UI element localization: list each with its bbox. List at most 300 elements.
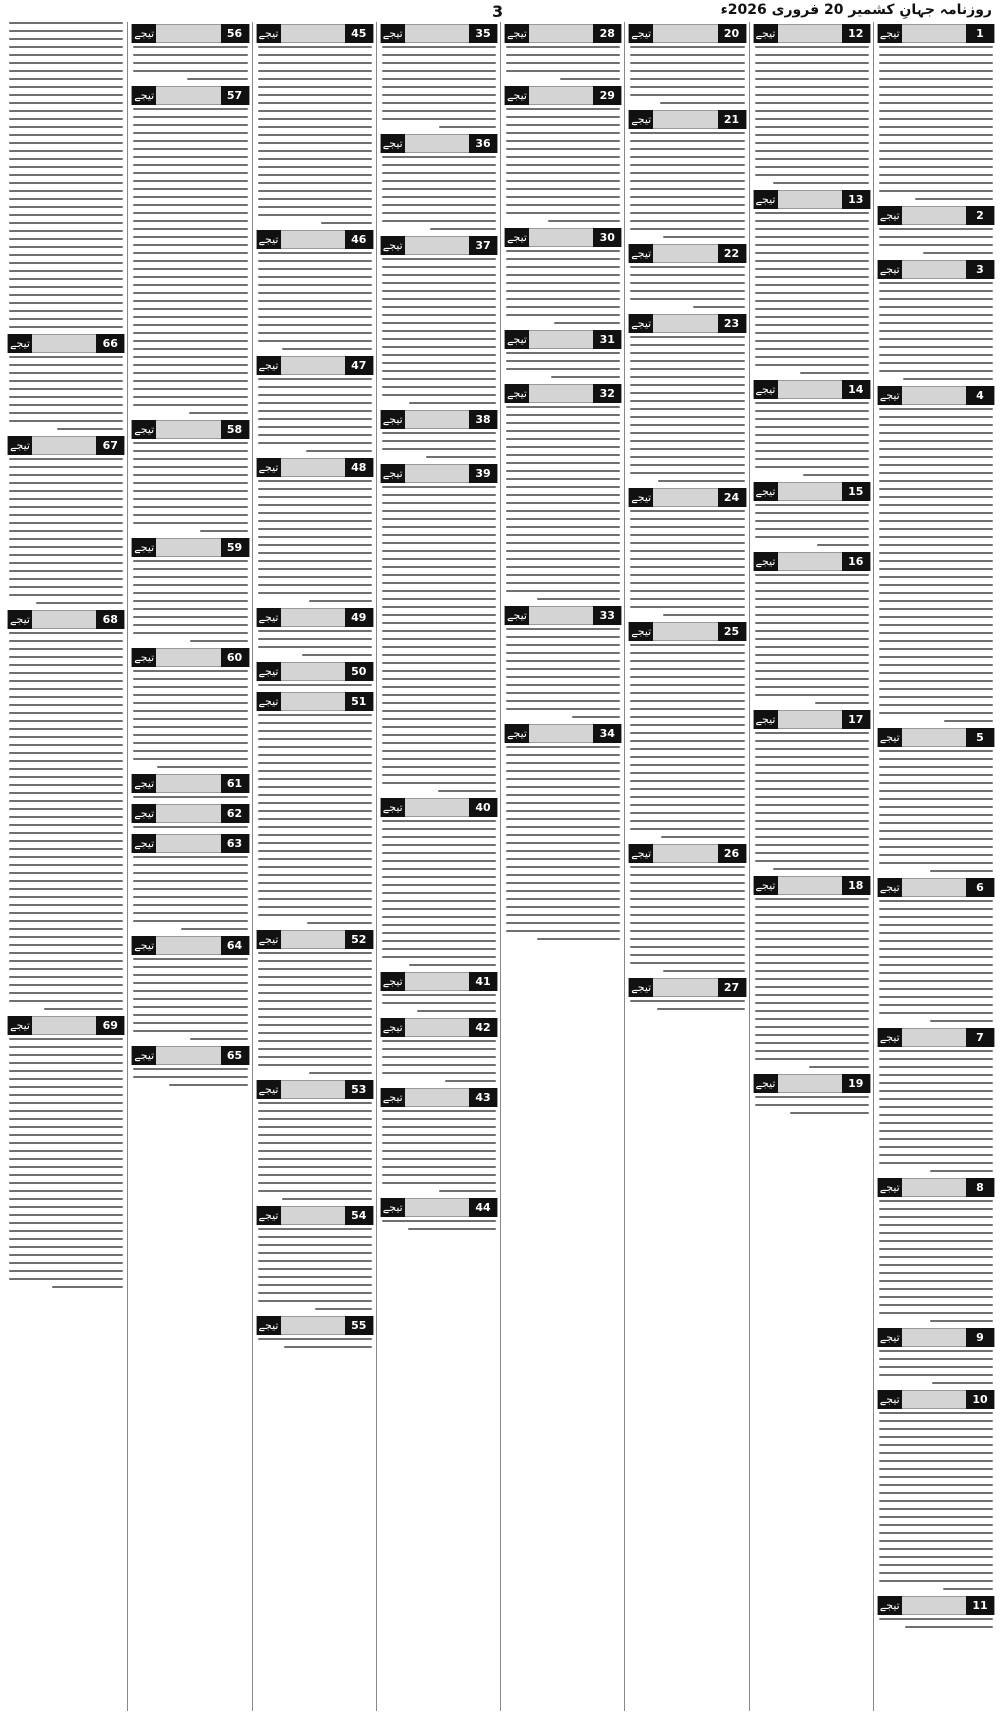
text-line: [9, 578, 123, 580]
text-line: [382, 534, 496, 536]
text-line: [630, 906, 744, 908]
article-text: [753, 504, 871, 546]
text-line: [506, 534, 620, 536]
item-header-bar: [877, 1390, 995, 1409]
text-line: [506, 212, 620, 214]
item-number: 56: [221, 24, 249, 43]
item-number: 51: [345, 692, 373, 711]
article-text: [753, 574, 871, 704]
text-line: [630, 946, 744, 948]
news-item: [877, 206, 995, 254]
item-number: 14: [842, 380, 870, 399]
item-number: 17: [842, 710, 870, 729]
text-line: [506, 826, 620, 828]
text-line: [9, 318, 123, 320]
text-line: [133, 490, 247, 492]
text-line: [506, 890, 620, 892]
text-line: [630, 344, 744, 346]
text-line: [133, 522, 247, 524]
text-line: [755, 174, 869, 176]
text-line: [755, 740, 869, 742]
text-line: [133, 678, 247, 680]
item-number: 13: [842, 190, 870, 209]
text-line: [506, 124, 620, 126]
text-line: [9, 1246, 123, 1248]
text-line: [258, 142, 372, 144]
text-line: [258, 802, 372, 804]
text-line: [879, 1580, 993, 1582]
item-keyword: تیجے: [878, 1178, 902, 1197]
article-text: [7, 1038, 125, 1288]
text-line: [755, 946, 869, 948]
text-line: [630, 804, 744, 806]
text-line: [506, 502, 620, 504]
text-line: [258, 1158, 372, 1160]
text-line: [382, 54, 496, 56]
news-item: [504, 384, 622, 600]
item-keyword: تیجے: [381, 464, 405, 483]
text-line: [9, 712, 123, 714]
item-header-bar: [877, 878, 995, 897]
item-header-bar: [628, 978, 746, 997]
text-line: [258, 1268, 372, 1270]
text-line: [382, 836, 496, 838]
text-line: [506, 660, 620, 662]
text-line: [382, 486, 496, 488]
text-line: [506, 274, 620, 276]
item-number: 62: [221, 804, 249, 823]
item-keyword: تیجے: [878, 260, 902, 279]
text-line: [9, 968, 123, 970]
text-line: [630, 954, 744, 956]
article-text: [753, 732, 871, 870]
article-text: [380, 820, 498, 966]
text-line: [506, 566, 620, 568]
text-line: [630, 156, 744, 158]
text-line: [382, 606, 496, 608]
text-line: [506, 708, 620, 710]
text-line: [879, 1452, 993, 1454]
text-line: [258, 754, 372, 756]
text-line: [133, 686, 247, 688]
text-line: [9, 514, 123, 516]
text-line: [258, 316, 372, 318]
text-line: [258, 1182, 372, 1184]
item-number: 2: [966, 206, 994, 225]
text-line: [382, 1142, 496, 1144]
text-line: [755, 102, 869, 104]
text-line: [755, 978, 869, 980]
text-line: [630, 550, 744, 552]
text-line: [755, 244, 869, 246]
text-line: [9, 808, 123, 810]
text-line: [258, 794, 372, 796]
text-line: [258, 646, 372, 648]
text-line: [9, 1262, 123, 1264]
item-number: 49: [345, 608, 373, 627]
text-line: [630, 882, 744, 884]
text-line: [258, 78, 372, 80]
text-line: [879, 314, 993, 316]
text-line: [879, 1618, 993, 1620]
text-line: [9, 912, 123, 914]
text-line: [133, 990, 247, 992]
text-line: [282, 1198, 372, 1200]
text-line: [630, 812, 744, 814]
text-line: [9, 1094, 123, 1096]
text-line: [506, 770, 620, 772]
news-item: [753, 876, 871, 1068]
text-line: [9, 190, 123, 192]
text-line: [506, 914, 620, 916]
text-line: [382, 734, 496, 736]
item-number: 41: [469, 972, 497, 991]
text-line: [879, 78, 993, 80]
item-keyword: تیجے: [257, 356, 281, 375]
text-line: [755, 458, 869, 460]
text-line: [133, 1022, 247, 1024]
text-line: [879, 1350, 993, 1352]
text-line: [9, 126, 123, 128]
text-line: [755, 780, 869, 782]
article-text: [628, 644, 746, 838]
news-item: [256, 930, 374, 1074]
text-line: [9, 30, 123, 32]
news-item: [131, 86, 249, 414]
text-line: [879, 1500, 993, 1502]
text-line: [409, 402, 496, 404]
text-line: [879, 1288, 993, 1290]
text-line: [755, 970, 869, 972]
text-line: [630, 740, 744, 742]
text-line: [755, 426, 869, 428]
text-line: [879, 190, 993, 192]
text-line: [755, 598, 869, 600]
text-line: [755, 118, 869, 120]
item-header-bar: [256, 930, 374, 949]
text-line: [9, 864, 123, 866]
text-line: [258, 214, 372, 216]
text-line: [879, 158, 993, 160]
text-line: [755, 1002, 869, 1004]
text-line: [9, 118, 123, 120]
text-line: [133, 300, 247, 302]
text-line: [506, 414, 620, 416]
text-line: [506, 700, 620, 702]
text-line: [133, 912, 247, 914]
text-line: [382, 110, 496, 112]
item-number: 25: [718, 622, 746, 641]
text-line: [879, 1114, 993, 1116]
text-line: [382, 726, 496, 728]
text-line: [755, 276, 869, 278]
text-line: [506, 518, 620, 520]
news-column: [131, 22, 249, 1711]
item-keyword: تیجے: [381, 972, 405, 991]
text-line: [258, 442, 372, 444]
text-line: [9, 78, 123, 80]
text-line: [879, 496, 993, 498]
text-line: [755, 434, 869, 436]
text-line: [879, 1090, 993, 1092]
text-line: [133, 164, 247, 166]
text-line: [755, 332, 869, 334]
text-line: [879, 696, 993, 698]
text-line: [258, 1118, 372, 1120]
text-line: [630, 54, 744, 56]
item-header-bar: [256, 1316, 374, 1335]
text-line: [755, 930, 869, 932]
text-line: [755, 1026, 869, 1028]
text-line: [930, 1170, 993, 1172]
text-line: [382, 386, 496, 388]
text-line: [879, 1366, 993, 1368]
item-keyword: تیجے: [257, 930, 281, 949]
text-line: [755, 292, 869, 294]
text-line: [382, 694, 496, 696]
article-text: [131, 826, 249, 828]
text-line: [382, 852, 496, 854]
text-line: [9, 928, 123, 930]
text-line: [755, 284, 869, 286]
text-line: [321, 222, 371, 224]
item-keyword: تیجے: [132, 648, 156, 667]
text-line: [9, 632, 123, 634]
text-line: [426, 456, 496, 458]
text-line: [879, 584, 993, 586]
text-line: [506, 478, 620, 480]
text-line: [537, 598, 620, 600]
text-line: [506, 810, 620, 812]
text-line: [382, 994, 496, 996]
text-line: [382, 518, 496, 520]
text-line: [879, 822, 993, 824]
text-line: [9, 302, 123, 304]
item-keyword: تیجے: [629, 314, 653, 333]
text-line: [506, 898, 620, 900]
text-line: [879, 1280, 993, 1282]
text-line: [133, 220, 247, 222]
text-line: [693, 306, 744, 308]
text-line: [630, 188, 744, 190]
text-line: [409, 964, 496, 966]
text-line: [258, 418, 372, 420]
news-item: [504, 86, 622, 222]
text-line: [9, 380, 123, 382]
text-line: [382, 274, 496, 276]
news-item: [131, 648, 249, 768]
news-item: [877, 1596, 995, 1628]
text-line: [258, 898, 372, 900]
text-line: [9, 246, 123, 248]
text-line: [554, 322, 620, 324]
text-line: [133, 324, 247, 326]
text-line: [879, 1460, 993, 1462]
text-line: [258, 252, 372, 254]
text-line: [382, 638, 496, 640]
text-line: [879, 62, 993, 64]
text-line: [506, 882, 620, 884]
text-line: [506, 164, 620, 166]
text-line: [630, 820, 744, 822]
item-number: 50: [345, 662, 373, 681]
text-line: [9, 420, 123, 422]
text-line: [630, 708, 744, 710]
item-number: 6: [966, 878, 994, 897]
item-number: 15: [842, 482, 870, 501]
text-line: [630, 212, 744, 214]
text-line: [9, 920, 123, 922]
text-line: [133, 982, 247, 984]
text-line: [755, 844, 869, 846]
text-line: [630, 930, 744, 932]
text-line: [9, 1102, 123, 1104]
item-number: 35: [469, 24, 497, 43]
text-line: [133, 148, 247, 150]
text-line: [506, 438, 620, 440]
text-line: [9, 1086, 123, 1088]
news-item: [753, 1074, 871, 1114]
text-line: [879, 480, 993, 482]
text-line: [755, 694, 869, 696]
text-line: [630, 384, 744, 386]
article-text: [256, 1338, 374, 1348]
item-header-bar: [877, 1178, 995, 1197]
text-line: [790, 1112, 869, 1114]
text-line: [755, 364, 869, 366]
item-number: 24: [718, 488, 746, 507]
text-line: [258, 684, 372, 686]
text-line: [9, 530, 123, 532]
text-line: [879, 94, 993, 96]
text-line: [258, 158, 372, 160]
text-line: [879, 568, 993, 570]
news-item: [131, 774, 249, 798]
text-line: [630, 748, 744, 750]
column-divider: [252, 22, 253, 1711]
item-number: 48: [345, 458, 373, 477]
article-text: [504, 108, 622, 222]
text-line: [133, 904, 247, 906]
text-line: [382, 940, 496, 942]
news-item: [877, 386, 995, 722]
news-item: [256, 24, 374, 224]
item-keyword: تیجے: [381, 134, 405, 153]
text-line: [630, 464, 744, 466]
text-line: [258, 630, 372, 632]
text-line: [879, 464, 993, 466]
column-divider: [500, 22, 501, 1711]
news-item: [877, 1178, 995, 1322]
text-line: [755, 324, 869, 326]
text-line: [755, 670, 869, 672]
text-line: [133, 632, 247, 634]
text-line: [879, 830, 993, 832]
text-line: [879, 940, 993, 942]
text-line: [506, 754, 620, 756]
text-line: [879, 354, 993, 356]
text-line: [879, 1548, 993, 1550]
text-line: [9, 404, 123, 406]
news-item: [7, 610, 125, 1010]
text-line: [943, 1588, 993, 1590]
text-line: [755, 308, 869, 310]
item-number: 30: [593, 228, 621, 247]
text-line: [258, 1110, 372, 1112]
text-line: [382, 172, 496, 174]
text-line: [133, 442, 247, 444]
text-line: [879, 1484, 993, 1486]
item-keyword: تیجے: [505, 24, 529, 43]
news-item: [877, 1028, 995, 1172]
article-text: [131, 670, 249, 768]
text-line: [755, 748, 869, 750]
text-line: [506, 778, 620, 780]
text-line: [879, 632, 993, 634]
news-item: [380, 1088, 498, 1192]
text-line: [133, 204, 247, 206]
text-line: [258, 174, 372, 176]
text-line: [133, 308, 247, 310]
text-line: [382, 196, 496, 198]
text-line: [382, 314, 496, 316]
text-line: [755, 954, 869, 956]
text-line: [879, 504, 993, 506]
text-line: [133, 1014, 247, 1016]
text-line: [630, 938, 744, 940]
item-header-bar: [504, 228, 622, 247]
item-keyword: تیجے: [381, 1198, 405, 1217]
text-line: [439, 126, 496, 128]
text-line: [755, 1010, 869, 1012]
text-line: [133, 1006, 247, 1008]
text-line: [755, 804, 869, 806]
text-line: [382, 574, 496, 576]
text-line: [258, 1174, 372, 1176]
article-text: [7, 632, 125, 1010]
article-text: [256, 630, 374, 656]
text-line: [382, 180, 496, 182]
text-line: [630, 220, 744, 222]
item-keyword: تیجے: [257, 458, 281, 477]
text-line: [630, 172, 744, 174]
text-line: [879, 1146, 993, 1148]
text-line: [809, 1066, 868, 1068]
text-line: [382, 1182, 496, 1184]
news-item: [753, 380, 871, 476]
text-line: [630, 716, 744, 718]
text-line: [9, 856, 123, 858]
text-line: [9, 640, 123, 642]
text-line: [879, 672, 993, 674]
text-line: [258, 638, 372, 640]
text-line: [133, 998, 247, 1000]
news-item: [7, 436, 125, 604]
text-line: [258, 544, 372, 546]
text-line: [9, 880, 123, 882]
article-text: [877, 1350, 995, 1384]
text-line: [879, 1304, 993, 1306]
item-number: 66: [96, 334, 124, 353]
article-text: [628, 866, 746, 972]
news-item: [628, 314, 746, 482]
text-line: [382, 118, 496, 120]
text-line: [879, 110, 993, 112]
text-line: [187, 78, 248, 80]
text-line: [9, 372, 123, 374]
text-line: [755, 504, 869, 506]
text-line: [438, 790, 496, 792]
